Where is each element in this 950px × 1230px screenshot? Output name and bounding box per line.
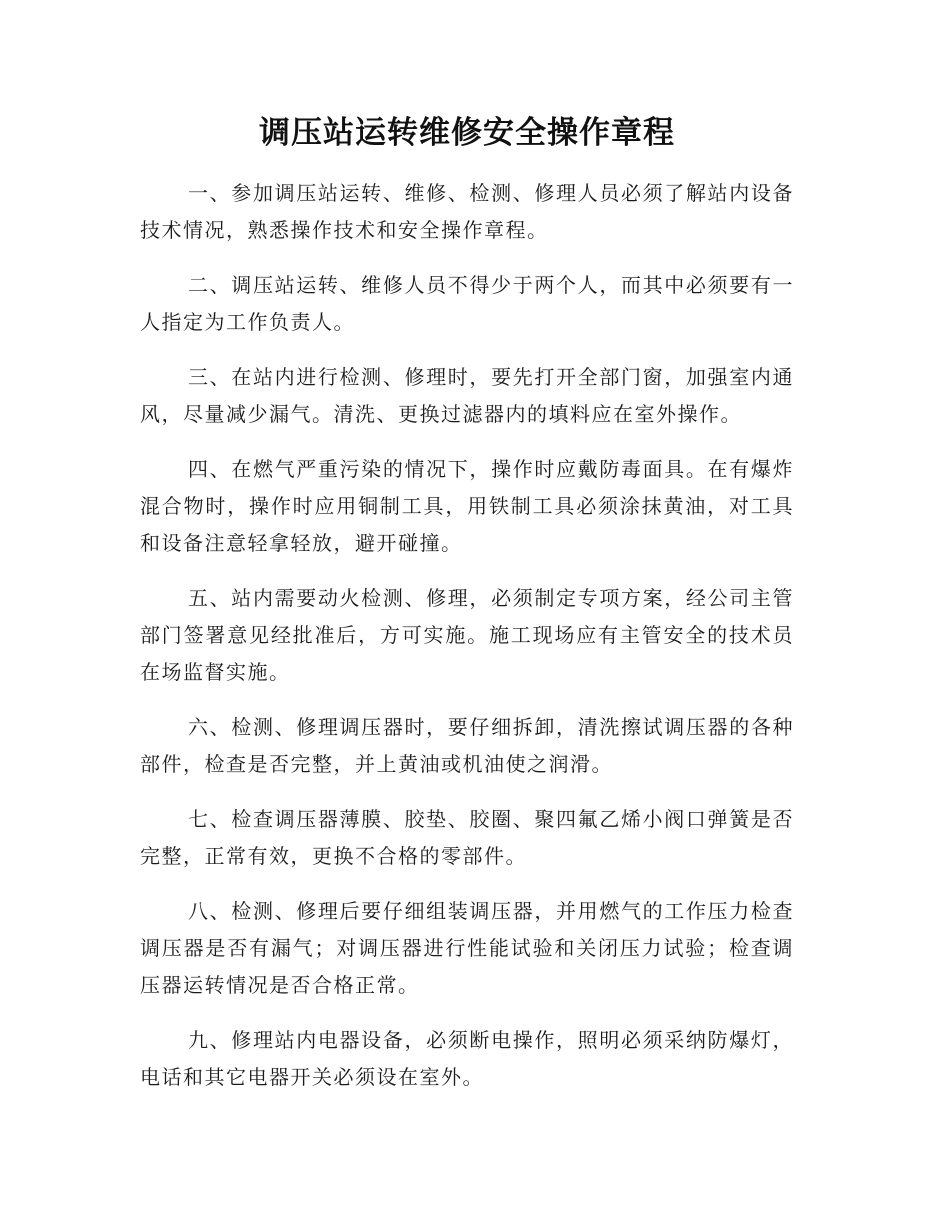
clause-2: 二、调压站运转、维修人员不得少于两个人，而其中必须要有一人指定为工作负责人。 [140, 273, 794, 334]
clause-1: 一、参加调压站运转、维修、检测、修理人员必须了解站内设备技术情况，熟悉操作技术和安全操作章程。 [140, 181, 794, 242]
clause-9: 九、修理站内电器设备，必须断电操作，照明必须采纳防爆灯，电话和其它电器开关必须设在室外。 [140, 1028, 794, 1089]
clause-5: 五、站内需要动火检测、修理，必须制定专项方案，经公司主管部门签署意见经批准后，方可实施。施工现场应有主管安全的技术员在场监督实施。 [140, 586, 794, 684]
document-title: 调压站运转维修安全操作章程 [259, 115, 675, 151]
clause-8: 八、检测、修理后要仔细组装调压器，并用燃气的工作压力检查调压器是否有漏气；对调压器进行性能试验和关闭压力试验；检查调压器运转情况是否合格正常。 [140, 899, 794, 997]
clause-3: 三、在站内进行检测、修理时，要先打开全部门窗，加强室内通风，尽量减少漏气。清洗、更换过滤器内的填料应在室外操作。 [140, 365, 794, 426]
clause-7: 七、检查调压器薄膜、胶垫、胶圈、聚四氟乙烯小阀口弹簧是否完整，正常有效，更换不合格的零部件。 [140, 807, 794, 868]
clause-4: 四、在燃气严重污染的情况下，操作时应戴防毒面具。在有爆炸混合物时，操作时应用铜制工具，用铁制工具必须涂抹黄油，对工具和设备注意轻拿轻放，避开碰撞。 [140, 457, 794, 555]
clause-6: 六、检测、修理调压器时，要仔细拆卸，清洗擦试调压器的各种部件，检查是否完整，并上黄油或机油使之润滑。 [140, 715, 794, 776]
